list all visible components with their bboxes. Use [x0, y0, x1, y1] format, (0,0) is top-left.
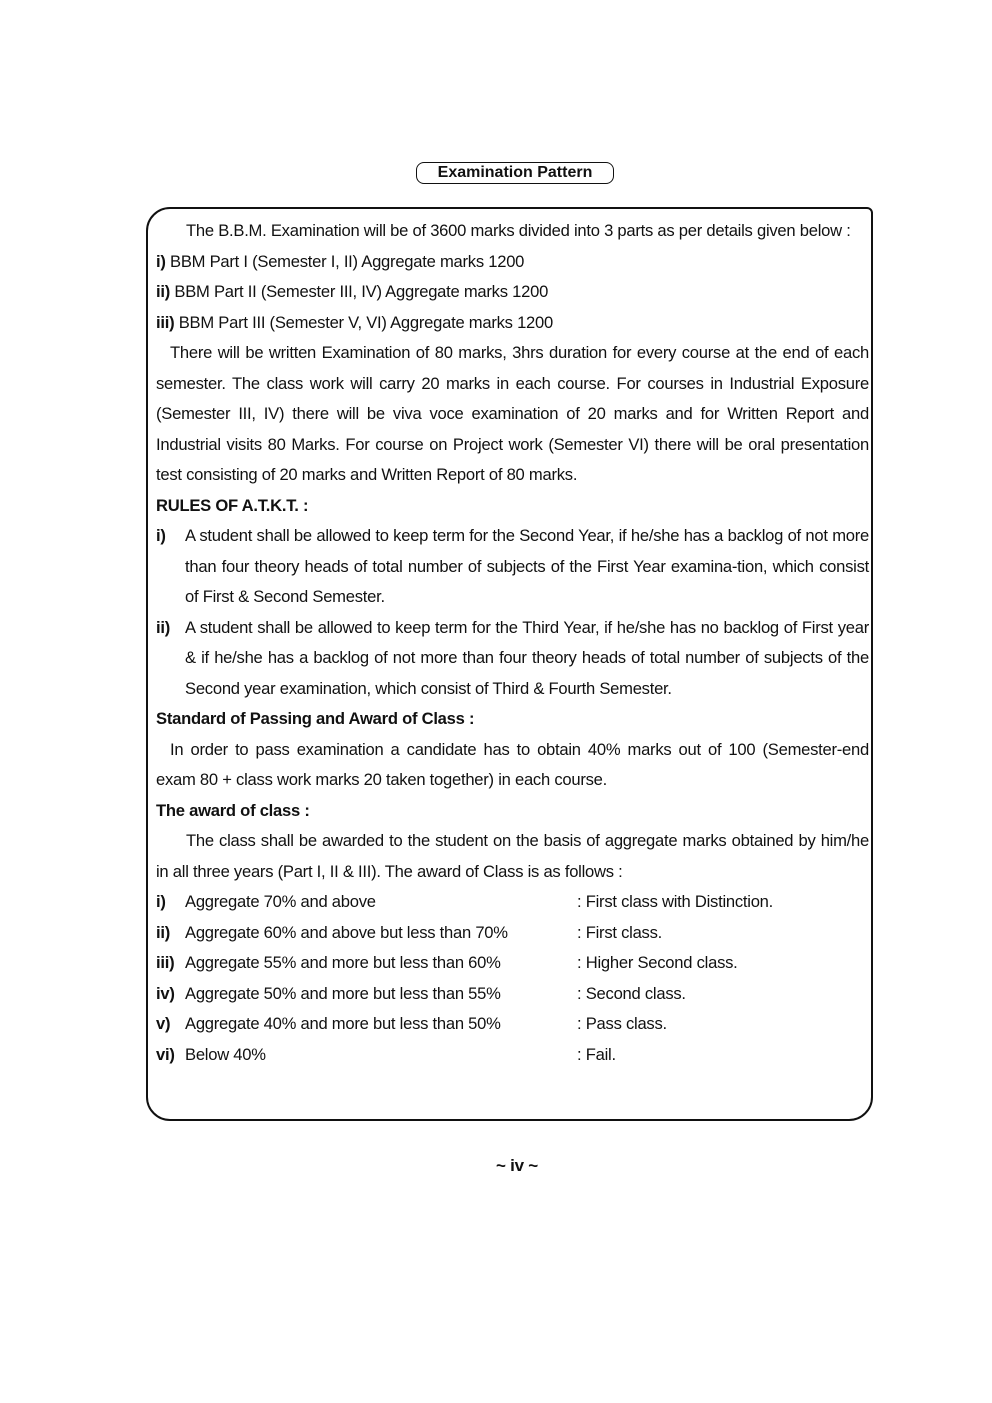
- list-marker: v): [156, 1014, 171, 1033]
- class-row: [156, 887, 869, 918]
- list-marker: iv): [156, 983, 175, 1003]
- class-criteria: Aggregate 50% and more but less than 55%: [185, 983, 501, 1003]
- list-text: BBM Part II (Semester III, IV) Aggregate marks 1200: [174, 282, 549, 301]
- class-row: [156, 979, 869, 1010]
- list-marker: ii): [156, 282, 170, 301]
- page-title: Examination Pattern: [416, 162, 614, 184]
- list-item: [156, 277, 869, 308]
- class-criteria: Aggregate 55% and more but less than 60%: [185, 953, 501, 972]
- class-criteria: Aggregate 40% and more but less than 50%: [185, 1014, 501, 1033]
- list-item: [156, 521, 869, 613]
- list-marker: iii): [156, 953, 175, 972]
- class-row: [156, 1009, 869, 1040]
- class-result: : Fail.: [577, 1044, 616, 1064]
- class-row: [156, 918, 869, 949]
- list-text: BBM Part I (Semester I, II) Aggregate marks 1200: [170, 251, 525, 271]
- list-marker: vi): [156, 1044, 175, 1064]
- exam-paragraph: There will be written Examination of 80 marks, 3hrs duration for every course at the end of each semester. The class work will carry 20 marks in each course. For courses in Industrial Exposure (Semester III, IV) there will be viva voce examination of 20 marks and for Written Report and Industrial visits 80 Marks. For course on Project work (Semester VI) there will be oral presentation test consisting of 20 marks and Written Report of 80 marks.: [156, 343, 869, 484]
- list-marker: iii): [156, 312, 175, 332]
- class-list: [156, 887, 869, 1070]
- list-text: BBM Part III (Semester V, VI) Aggregate marks 1200: [178, 312, 553, 332]
- class-criteria: Below 40%: [185, 1044, 266, 1064]
- list-text: A student shall be allowed to keep term for the Third Year, if he/she has no backlog of First year & if he/she has a backlog of not more than four theory heads of total number of subjects of the Second year examination, which consist of Third & Fourth Semester.: [185, 617, 869, 698]
- class-criteria: Aggregate 60% and above but less than 70%: [185, 922, 508, 942]
- list-item: [156, 613, 869, 705]
- passing-heading: Standard of Passing and Award of Class :: [156, 709, 475, 728]
- list-item: [156, 308, 869, 339]
- class-result: : First class.: [577, 922, 663, 942]
- class-result: : Second class.: [577, 983, 686, 1003]
- content-box: [146, 207, 873, 1121]
- intro-paragraph: The B.B.M. Examination will be of 3600 marks divided into 3 parts as per details given below :: [186, 221, 851, 240]
- class-result: : Pass class.: [577, 1014, 667, 1033]
- class-result: : Higher Second class.: [577, 953, 738, 972]
- class-criteria: Aggregate 70% and above: [185, 892, 376, 911]
- list-marker: i): [156, 251, 166, 271]
- award-heading: The award of class :: [156, 800, 310, 820]
- list-text: A student shall be allowed to keep term for the Second Year, if he/she has a backlog of not more than four theory heads of total number of subjects of the First Year examina-tion, which consist of First & Second Semester.: [185, 526, 869, 606]
- page-number: ~ iv ~: [496, 1156, 538, 1175]
- list-marker: ii): [156, 617, 170, 637]
- class-row: [156, 948, 869, 979]
- atkt-heading: RULES OF A.T.K.T. :: [156, 495, 309, 515]
- class-row: [156, 1040, 869, 1071]
- list-marker: i): [156, 892, 166, 911]
- award-paragraph: The class shall be awarded to the student on the basis of aggregate marks obtained by him/he in all three years (Part I, II & III). The award of Class is as follows :: [156, 831, 869, 881]
- passing-paragraph: In order to pass examination a candidate has to obtain 40% marks out of 100 (Semester-end exam 80 + class work marks 20 taken together) in each course.: [156, 739, 869, 789]
- parts-list: [156, 247, 869, 339]
- list-marker: i): [156, 526, 166, 545]
- list-marker: ii): [156, 922, 170, 942]
- class-result: : First class with Distinction.: [577, 892, 774, 911]
- list-item: [156, 247, 869, 278]
